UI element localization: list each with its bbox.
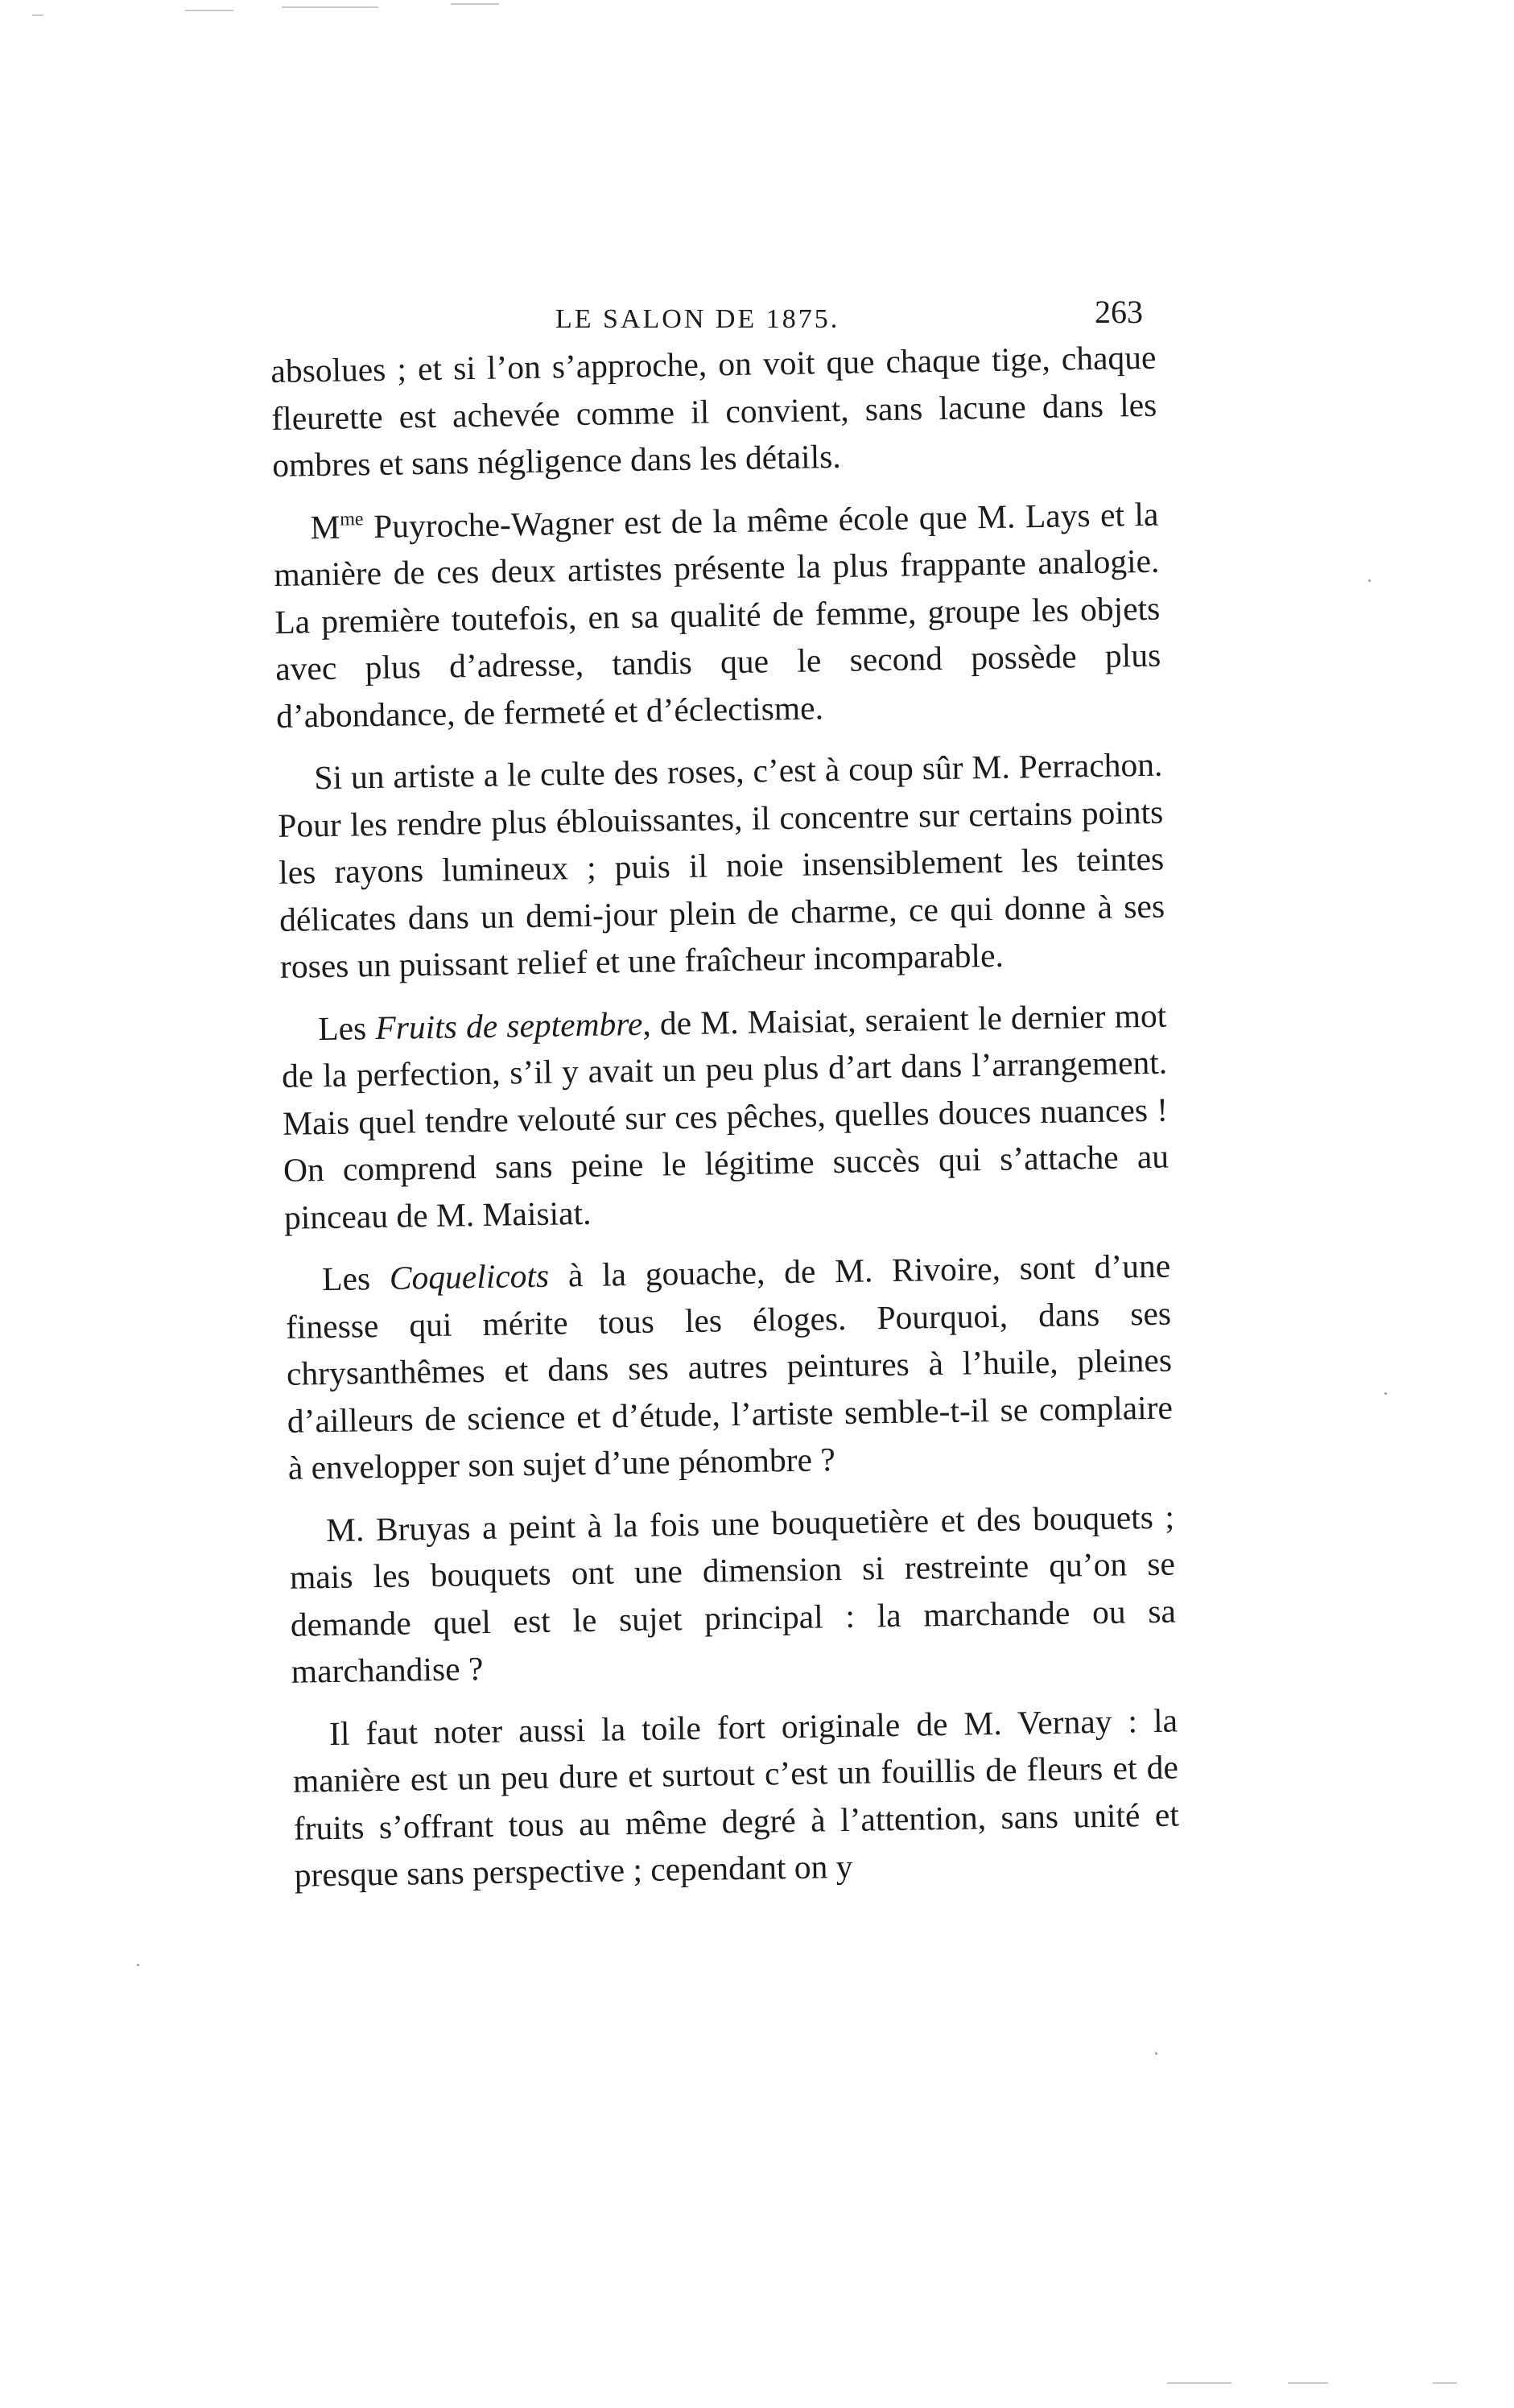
text-segment: M. Bruyas a peint à la fois une bouquetière et des bouquets ; mais les bouquets ont une dimension si restreinte qu’on se demande quel est le sujet principal : la marchande ou sa marchandise ? <box>289 1498 1177 1690</box>
scan-artifact <box>1433 2382 1457 2384</box>
scan-artifact <box>451 3 499 5</box>
paragraph <box>285 1243 1174 1492</box>
page-number: 263 <box>1095 294 1143 330</box>
scan-speck <box>1384 1392 1387 1395</box>
paragraph <box>281 992 1170 1241</box>
paragraph <box>270 334 1158 489</box>
artwork-title: Coquelicots <box>389 1256 550 1297</box>
scan-artifact <box>32 14 43 16</box>
scan-speck <box>1155 2052 1157 2055</box>
paragraph <box>292 1697 1181 1899</box>
text-segment: , de M. Maisiat, seraient le dernier mot de la perfection, s’il y avait un peu plus d’art dans l’arrangement. Mais quel tendre velouté sur ces pêches, quelles douces nuances ! On comprend sans peine le légitime succès qui s’attache au pinceau de M. Maisiat. <box>281 996 1170 1236</box>
text-segment: absolues ; et si l’on s’approche, on voit que chaque tige, chaque fleurette est achevée comme il convient, sans lacune dans les ombres et sans négligence dans les détails. <box>270 338 1157 484</box>
scan-artifact <box>282 6 378 8</box>
scan-speck <box>137 1964 139 1966</box>
body-text <box>270 334 1180 1915</box>
artwork-title: Fruits de septembre <box>375 1004 643 1046</box>
text-segment: Les <box>317 1008 376 1047</box>
scan-artifact <box>1288 2382 1328 2384</box>
text-segment: Les <box>321 1259 390 1298</box>
text-segment: Puyroche-Wagner est de la même école que M. Lays et la manière de ces deux artistes présente la plus frappante analogie. La première toutefois, en sa qualité de femme, groupe les objets avec plus d’adresse, tandis que le second possède plus d’abondance, de fermeté et d’éclectisme. <box>274 495 1161 735</box>
scan-speck <box>1368 579 1371 582</box>
superscript-abbrev: me <box>340 508 364 530</box>
text-segment: à la gouache, de M. Rivoire, sont d’une finesse qui mérite tous les éloges. Pourquoi, dans ses chrysanthêmes et dans ses autres peintures à l’huile, pleines d’ailleurs de science et d’étude, l’artiste semble-t-il se complaire à envelopper son sujet d’une pénombre ? <box>285 1247 1174 1486</box>
text-segment: Si un artiste a le culte des roses, c’est à coup sûr M. Perrachon. Pour les rendre plus éblouissantes, il concentre sur certains points les rayons lumineux ; puis il noie insensiblement les teintes délicates dans un demi-jour plein de charme, ce qui donne à ses roses un puissant relief et une fraîcheur incomparable. <box>277 745 1165 985</box>
scan-artifact <box>185 10 233 11</box>
scan-artifact <box>1167 2382 1231 2384</box>
paragraph <box>277 741 1165 991</box>
running-title: LE SALON DE 1875. <box>555 304 840 334</box>
paragraph <box>289 1493 1178 1695</box>
text-segment: Il faut noter aussi la toile fort originale de M. Vernay : la manière est un peu dure et surtout c’est un fouillis de fleurs et de fruits s’offrant tous au même degré à l’attention, sans unité et presque sans perspective ; cependant on y <box>292 1701 1180 1894</box>
text-segment: M <box>310 508 340 546</box>
paragraph <box>273 490 1161 740</box>
